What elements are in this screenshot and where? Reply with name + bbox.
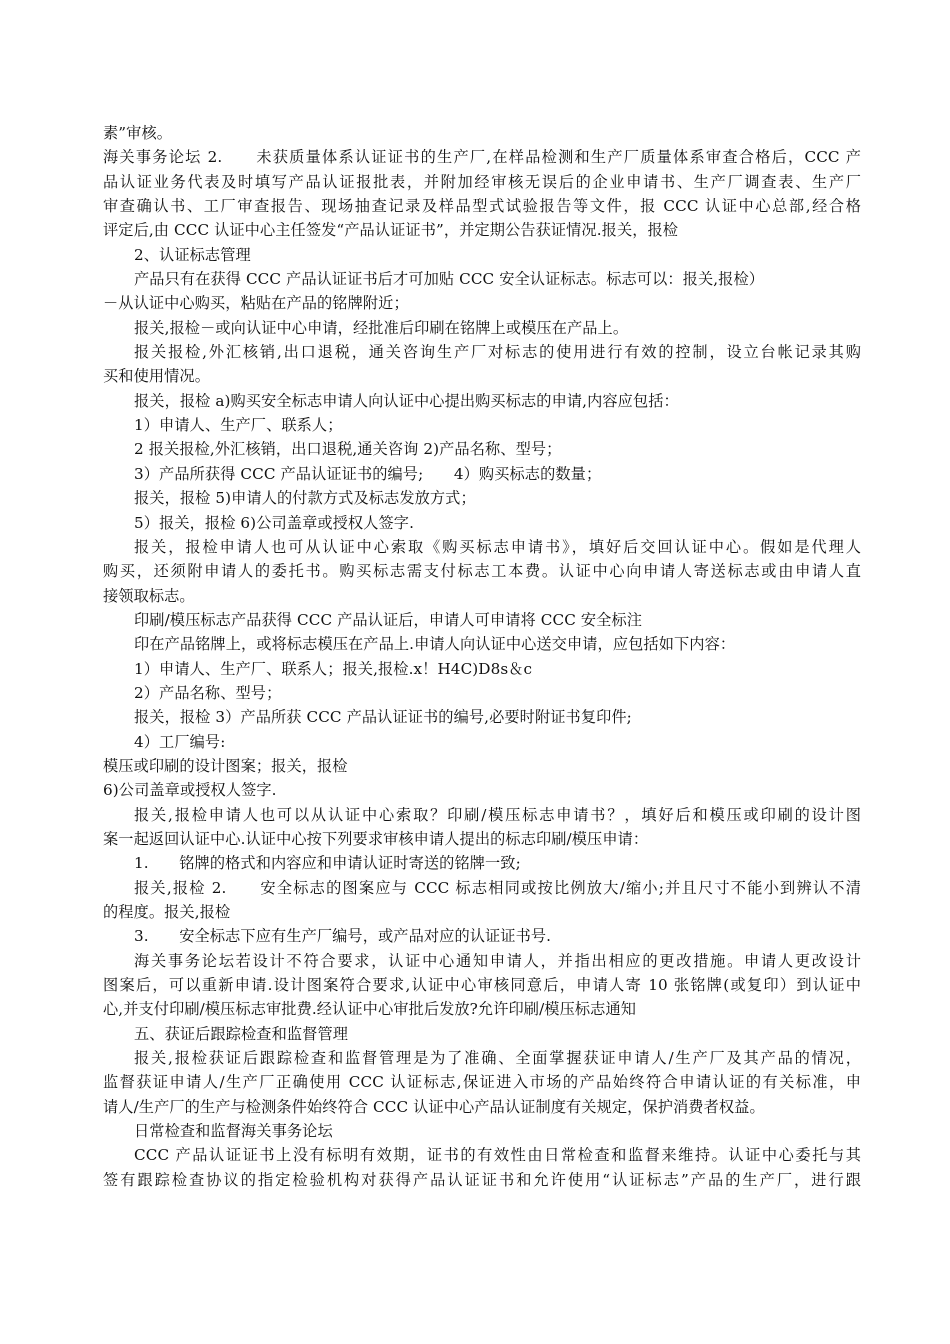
text-line: 报关，报检 3）产品所获 CCC 产品认证证书的编号,必要时附证书复印件;: [134, 708, 632, 727]
text-line: 报关报检,外汇核销,出口退税，通关咨询生产厂对标志的使用进行有效的控制，设立台帐记录其购: [134, 343, 861, 362]
text-line: 报关，报检 a)购买安全标志申请人向认证中心提出购买标志的申请,内容应包括：: [134, 391, 679, 410]
text-line: 1）申请人、生产厂、联系人；: [134, 416, 343, 435]
text-line: 接领取标志。: [103, 586, 195, 605]
text-line: 报关,报检－或向认证中心申请，经批准后印刷在铭牌上或模压在产品上。: [134, 318, 629, 337]
text-line: 5）报关，报检 6)公司盖章或授权人签字.: [134, 513, 415, 532]
text-line: 评定后,由 CCC 认证中心主任签发“产品认证证书”，并定期公告获证情况.报关，报检: [103, 221, 679, 240]
text-line: 图案后，可以重新申请.设计图案符合要求,认证中心审核同意后，申请人寄 10 张铭牌(或复印）到认证中: [103, 976, 861, 995]
text-line: 印在产品铭牌上，或将标志模压在产品上.申请人向认证中心送交申请，应包括如下内容：: [134, 635, 736, 654]
text-line: －从认证中心购买，粘贴在产品的铭牌附近；: [103, 294, 409, 313]
text-line: 案一起返回认证中心.认证中心按下列要求审核申请人提出的标志印刷/模压申请：: [103, 829, 649, 848]
text-line: 日常检查和监督海关事务论坛: [134, 1122, 333, 1141]
text-line: 的程度。报关,报检: [103, 903, 231, 921]
text-line: 海关事务论坛若设计不符合要求，认证中心通知申请人，并指出相应的更改措施。申请人更改设计: [134, 951, 861, 970]
text-line: 3）产品所获得 CCC 产品认证证书的编号; 4）购买标志的数量；: [134, 464, 602, 483]
text-line: 3. 安全标志下应有生产厂编号，或产品对应的认证证书号.: [134, 927, 552, 946]
text-line: 报关，报检申请人也可从认证中心索取《购买标志申请书》，填好后交回认证中心。假如是代理人: [134, 537, 861, 556]
text-line: 印刷/模压标志产品获得 CCC 产品认证后，申请人可申请将 CCC 安全标注: [134, 610, 643, 629]
text-line: 报关,报检 2. 安全标志的图案应与 CCC 标志相同或按比例放大/缩小;并且尺寸不能小到辨认不清: [134, 878, 861, 897]
text-line: 素”审核。: [103, 124, 173, 142]
text-line: 4）工厂编号:: [134, 732, 226, 751]
text-line: 2 报关报检,外汇核销，出口退税,通关咨询 2)产品名称、型号；: [134, 440, 562, 459]
text-line: 心,并支付印刷/模压标志审批费.经认证中心审批后发放?允许印刷/模压标志通知: [103, 1000, 637, 1019]
text-line: 6)公司盖章或授权人签字.: [103, 781, 277, 800]
text-line: 1）申请人、生产厂、联系人；报关,报检.x！H4C)D8s＆c: [134, 659, 533, 678]
text-line: 模压或印刷的设计图案；报关，报检: [103, 756, 348, 775]
text-line: 报关,报检获证后跟踪检查和监督管理是为了准确、全面掌握获证申请人/生产厂及其产品的情况，: [134, 1049, 861, 1068]
text-line: 五、获证后跟踪检查和监督管理: [134, 1024, 349, 1043]
text-line: 1. 铭牌的格式和内容应和申请认证时寄送的铭牌一致;: [134, 854, 521, 873]
text-line: 产品只有在获得 CCC 产品认证证书后才可加贴 CCC 安全认证标志。标志可以：报关,报检）: [134, 270, 765, 289]
text-line: CCC 产品认证证书上没有标明有效期，证书的有效性由日常检查和监督来维持。认证中心委托与其: [134, 1146, 861, 1165]
text-line: 2）产品名称、型号；: [134, 683, 282, 702]
text-line: 审查确认书、工厂审查报告、现场抽查记录及样品型式试验报告等文件，报 CCC 认证中心总部,经合格: [103, 197, 861, 216]
text-line: 购买，还须附申请人的委托书。购买标志需支付标志工本费。认证中心向申请人寄送标志或由申请人直: [103, 562, 861, 581]
text-line: 2、认证标志管理: [134, 245, 251, 264]
text-line: 监督获证申请人/生产厂正确使用 CCC 认证标志,保证进入市场的产品始终符合申请认证的有关标准，申: [103, 1073, 861, 1092]
text-line: 报关,报检申请人也可以从认证中心索取？印刷/模压标志申请书？，填好后和模压或印刷的设计图: [134, 805, 861, 824]
text-line: 报关，报检 5)申请人的付款方式及标志发放方式；: [134, 489, 476, 508]
text-line: 海关事务论坛 2. 未获质量体系认证证书的生产厂,在样品检测和生产厂质量体系审查合格后，CCC 产: [103, 148, 861, 167]
text-line: 请人/生产厂的生产与检测条件始终符合 CCC 认证中心产品认证制度有关规定，保护消费者权益。: [103, 1097, 765, 1116]
document-page: [103, 121, 861, 1192]
text-line: 签有跟踪检查协议的指定检验机构对获得产品认证证书和允许使用“认证标志”产品的生产厂，进行跟: [103, 1170, 861, 1189]
text-line: 买和使用情况。: [103, 367, 211, 386]
text-line: 品认证业务代表及时填写产品认证报批表，并附加经审核无误后的企业申请书、生产厂调查表、生产厂: [103, 172, 861, 191]
